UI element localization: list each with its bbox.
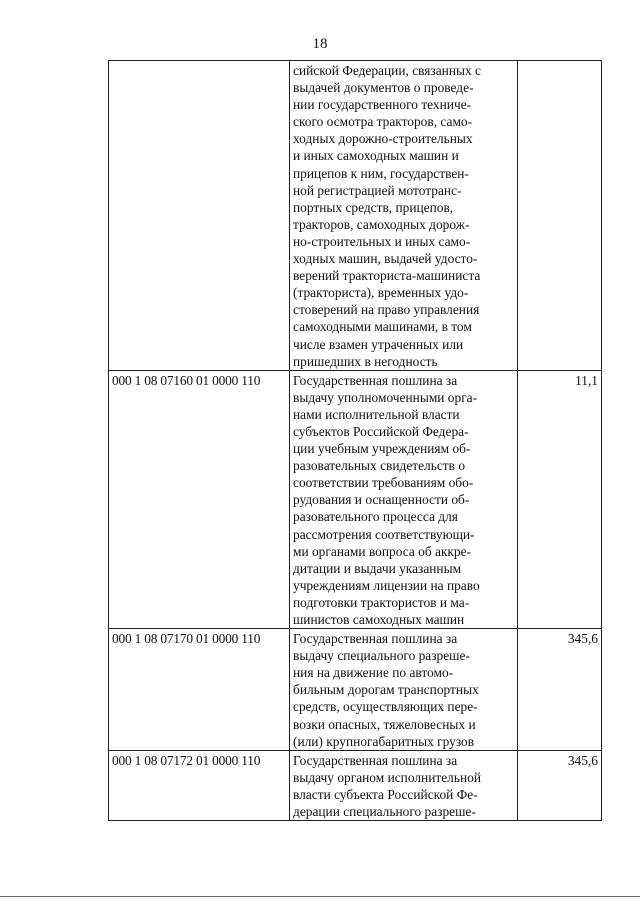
amount-cell: 345,6 — [518, 629, 602, 751]
description-line: возки опасных, тяжеловесных и — [293, 716, 476, 732]
description-line: выдачу органом исполнительной — [293, 769, 481, 785]
description-line: ми органами вопроса об аккре- — [293, 543, 472, 559]
description-line: тракторов, самоходных дорож- — [293, 216, 470, 232]
income-description-cell — [290, 370, 518, 628]
description-line: соответствии требованиям обо- — [293, 475, 474, 491]
description-line: ходных дорожно-строительных — [293, 131, 473, 147]
amount-cell — [518, 61, 602, 371]
description-line: (или) крупногабаритных грузов — [293, 733, 475, 749]
description-line: ции учебным учреждениям об- — [293, 441, 471, 457]
description-line: нами исполнительной власти — [293, 406, 460, 422]
description-line: власти субъекта Российской Фе- — [293, 786, 478, 802]
income-description-cell — [290, 629, 518, 751]
description-line: ной регистрацией мототранс- — [293, 182, 462, 198]
description-line: субъектов Российской Федера- — [293, 423, 469, 439]
description-line: ского осмотра тракторов, само- — [293, 114, 473, 130]
description-line: учреждениям лицензии на право — [293, 577, 480, 593]
description-line: бильным дорогам транспортных — [293, 682, 479, 698]
description-line: но-строительных и иных само- — [293, 233, 471, 249]
table-row — [109, 629, 602, 751]
description-line: средств, осуществляющих пере- — [293, 699, 478, 715]
description-line: верений тракториста-машиниста — [293, 268, 481, 284]
table-body — [109, 61, 602, 821]
amount-cell: 345,6 — [518, 750, 602, 820]
budget-code-cell: 000 1 08 07160 01 0000 110 — [109, 370, 290, 628]
description-line: стоверений на право управления — [293, 302, 480, 318]
amount-cell: 11,1 — [518, 370, 602, 628]
description-line: ходных машин, выдачей удосто- — [293, 251, 478, 267]
description-line: подготовки трактористов и ма- — [293, 594, 470, 610]
description-line: Государственная пошлина за — [293, 631, 458, 647]
bottom-rule — [0, 896, 640, 897]
description-line: числе взамен утраченных или — [293, 336, 464, 352]
description-line: и иных самоходных машин и — [293, 148, 459, 164]
description-line: выдачу уполномоченными орга- — [293, 389, 478, 405]
description-line: (тракториста), временных удо- — [293, 285, 469, 301]
description-line: нии государственного техниче- — [293, 97, 472, 113]
description-line: Государственная пошлина за — [293, 372, 458, 388]
description-line: ния на движение по автомо- — [293, 665, 454, 681]
description-line: Государственная пошлина за — [293, 752, 458, 768]
description-line: выдачу специального разреше- — [293, 648, 470, 664]
description-line: дерации специального разреше- — [293, 804, 476, 820]
description-line: выдачей документов о проведе- — [293, 80, 474, 96]
description-line: сийской Федерации, связанных с — [293, 63, 481, 78]
income-description-cell — [290, 750, 518, 820]
description-line: шинистов самоходных машин — [293, 612, 465, 627]
description-line: самоходными машинами, в том — [293, 319, 472, 335]
table-row — [109, 750, 602, 820]
budget-code-cell: 000 1 08 07172 01 0000 110 — [109, 750, 290, 820]
description-line: разовательного процесса для — [293, 509, 458, 525]
budget-code-cell — [109, 61, 290, 371]
description-line: дитации и выдачи указанным — [293, 560, 462, 576]
description-line: пришедших в негодность — [293, 353, 438, 369]
table-row — [109, 370, 602, 628]
page-number: 18 — [312, 36, 328, 52]
description-line: разовательных свидетельств о — [293, 458, 466, 474]
table-row — [109, 61, 602, 371]
budget-codes-table — [108, 60, 602, 821]
description-line: рассмотрения соответствующи- — [293, 526, 475, 542]
budget-code-cell: 000 1 08 07170 01 0000 110 — [109, 629, 290, 751]
income-description-cell — [290, 61, 518, 371]
description-line: портных средств, прицепов, — [293, 199, 454, 215]
description-line: прицепов к ним, государствен- — [293, 165, 469, 181]
description-line: рудования и оснащенности об- — [293, 492, 470, 508]
